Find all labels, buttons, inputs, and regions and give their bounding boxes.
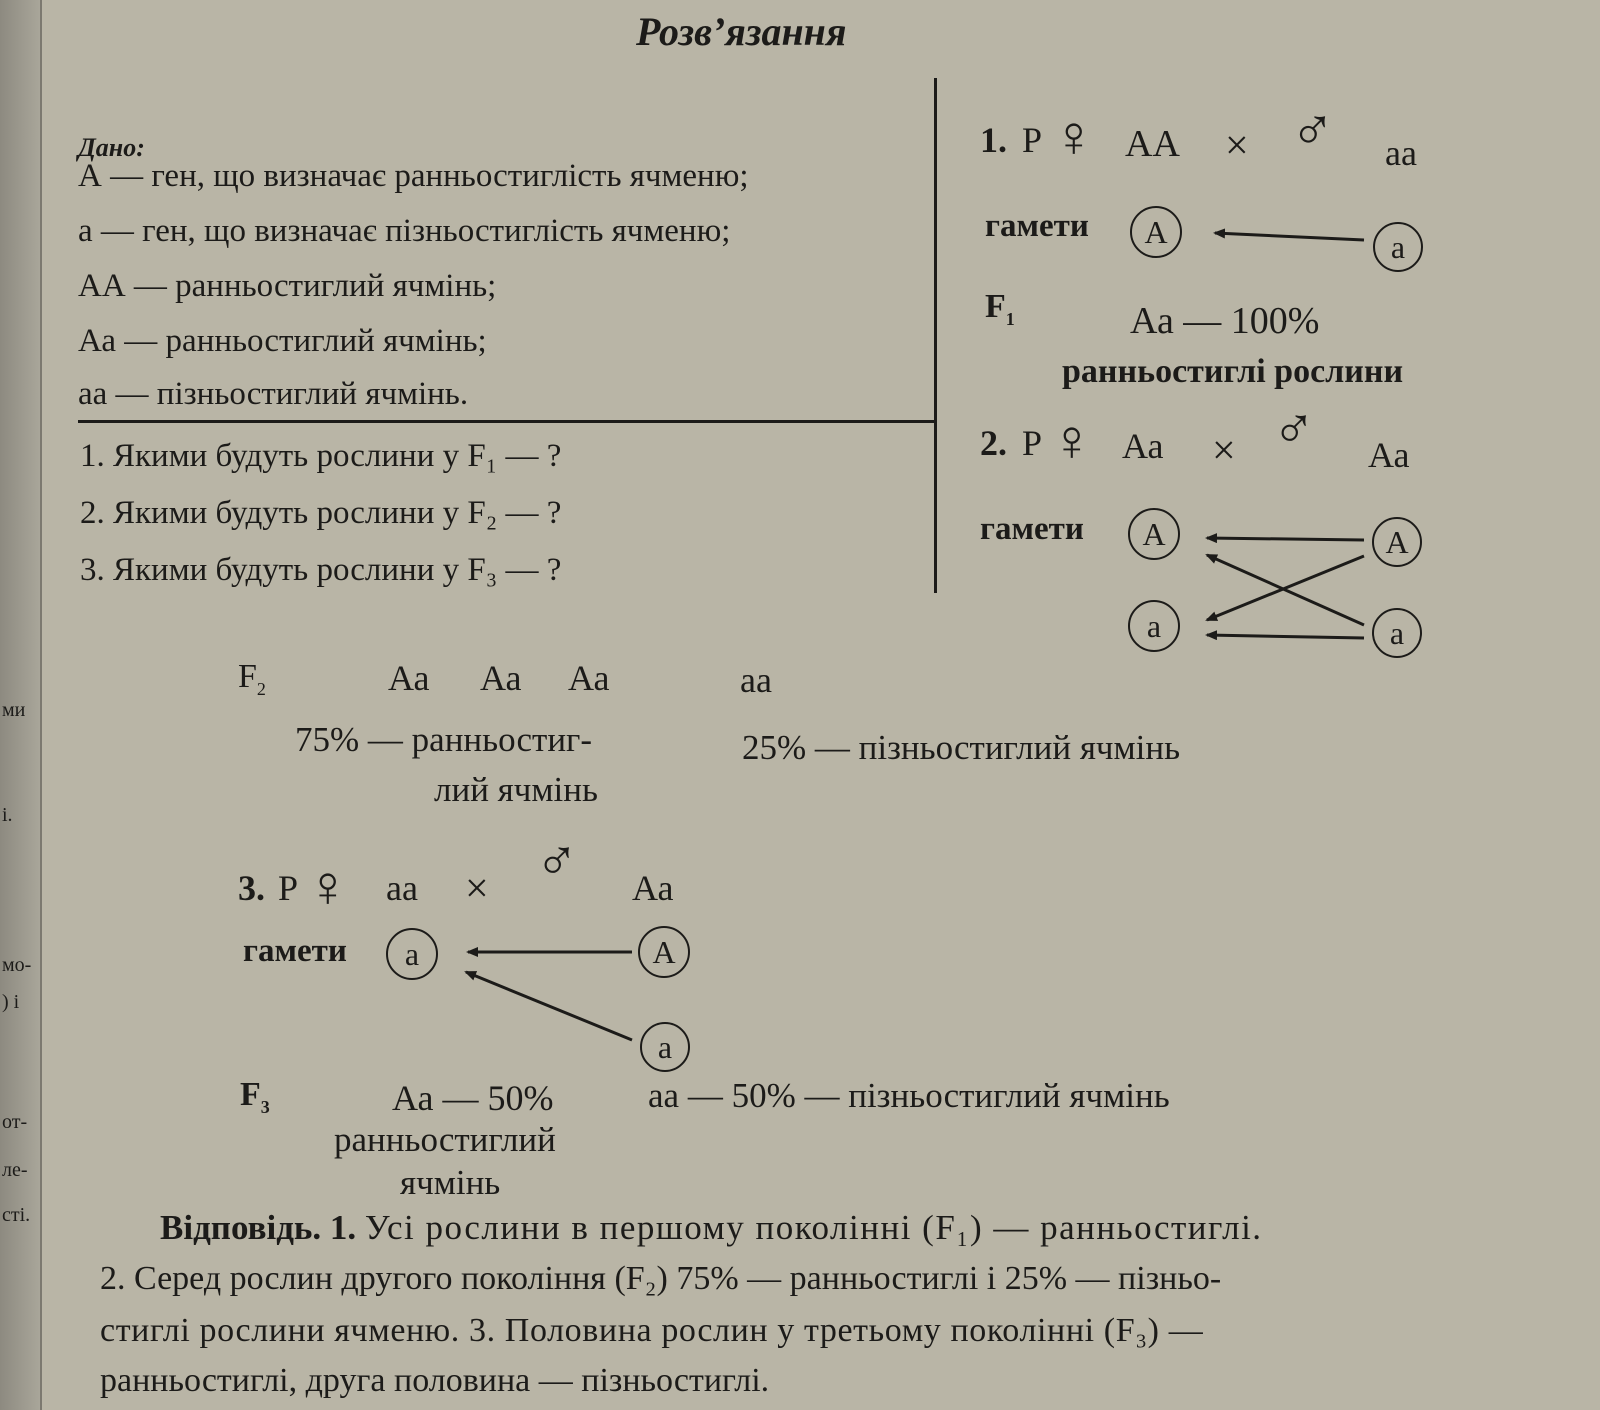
given-heading: Дано: — [78, 133, 145, 162]
answer-line: стиглі рослини ячменю. 3. Половина рослин у третьому поколінні (F₃) — — [100, 1312, 1204, 1349]
male-symbol-icon: ♂ — [1290, 97, 1335, 163]
gamete-circle: А — [638, 926, 690, 978]
margin-text: от- — [2, 1111, 28, 1133]
given-line: аа — пізньостиглий ячмінь. — [78, 376, 469, 412]
margin-text: мо- — [2, 954, 32, 976]
f2-late: 25% — пізньостиглий ячмінь — [742, 728, 1181, 767]
f3-early-desc: ячмінь — [400, 1163, 501, 1202]
female-genotype: аа — [386, 868, 418, 908]
arrow-icon — [466, 972, 632, 1040]
question-line: 3. Якими будуть рослини у F₃ — ? — [80, 552, 562, 588]
cross-sign: × — [465, 866, 489, 912]
male-symbol-icon: ♂ — [1272, 396, 1316, 461]
genotype: Аа — [388, 658, 430, 698]
arrow-icon — [1207, 538, 1364, 540]
gamete-circle: а — [1372, 608, 1422, 658]
gamete-circle: а — [640, 1022, 690, 1072]
female-symbol-icon: ♀ — [1050, 408, 1094, 473]
gametes-label: гамети — [980, 511, 1084, 547]
male-genotype: аа — [1385, 133, 1417, 173]
cross-number: 2. — [980, 423, 1007, 463]
male-genotype: Аа — [1368, 435, 1410, 475]
f3-late: аа — 50% — пізньостиглий ячмінь — [648, 1076, 1170, 1115]
generation-label: $F_3$ — [240, 1076, 270, 1117]
cross-sign: × — [1225, 123, 1249, 169]
gamete-circle: а — [1128, 600, 1180, 652]
question-line: 1. Якими будуть рослини у F₁ — ? — [80, 438, 562, 474]
f1-description: ранньостиглі рослини — [1062, 353, 1404, 390]
given-line: А — ген, що визначає ранньостиглість ячменю; — [78, 158, 749, 194]
margin-text: ле- — [2, 1159, 28, 1181]
gamete-circle: а — [1373, 222, 1423, 272]
answer-line: ранньостиглі, друга половина — пізньостиглі. — [100, 1362, 770, 1399]
f3-early: Аа — 50% — [392, 1078, 554, 1118]
gametes-label: гамети — [243, 933, 347, 969]
genotype: аа — [740, 660, 772, 700]
question-line: 2. Якими будуть рослини у F₂ — ? — [80, 495, 562, 531]
arrow-icon — [1215, 233, 1364, 240]
answer-text: Усі рослини в першому поколінні (F₁) — ранньостиглі. — [364, 1208, 1263, 1247]
f1-result: Аа — 100% — [1130, 300, 1320, 342]
gametes-label: гамети — [985, 208, 1089, 244]
female-genotype: Аа — [1122, 426, 1164, 466]
f2-early: лий ячмінь — [434, 770, 598, 809]
f2-early: 75% — ранньостиг- — [295, 720, 593, 759]
answer-lead: Відповідь. 1. — [160, 1208, 357, 1247]
answer-line: 2. Серед рослин другого покоління (F₂) 75% — ранньостиглі і 25% — пізньо- — [100, 1260, 1222, 1297]
given-line: АА — ранньостиглий ячмінь; — [78, 268, 497, 304]
parents-label: Р — [1022, 423, 1043, 463]
gamete-circle: А — [1372, 517, 1422, 567]
parents-label: Р — [1022, 120, 1043, 160]
answer-line — [160, 1210, 1263, 1245]
cross-sign: × — [1212, 428, 1236, 474]
male-symbol-icon: ♂ — [535, 828, 579, 893]
cross-number: 1. — [980, 120, 1007, 160]
gamete-circle: А — [1128, 508, 1180, 560]
page-title: Розв’язання — [636, 9, 847, 54]
margin-text: сті. — [2, 1204, 31, 1226]
margin-text: ми — [2, 699, 26, 721]
given-line: а — ген, що визначає пізньостиглість ячменю; — [78, 213, 731, 249]
female-symbol-icon: ♀ — [1052, 104, 1096, 169]
female-symbol-icon: ♀ — [306, 854, 350, 919]
generation-label: $F_1$ — [985, 288, 1015, 329]
genotype: Аа — [480, 658, 522, 698]
cross-number: 3. — [238, 868, 265, 908]
gamete-circle: а — [386, 928, 438, 980]
arrow-icon — [1207, 635, 1364, 638]
female-genotype: АА — [1125, 123, 1180, 165]
genotype: Аа — [568, 658, 610, 698]
parents-label: Р — [278, 868, 299, 908]
given-line: Аа — ранньостиглий ячмінь; — [78, 323, 487, 359]
margin-text: і. — [2, 804, 13, 826]
generation-label: $F_2$ — [238, 658, 266, 699]
f3-early-desc: ранньостиглий — [334, 1120, 556, 1159]
margin-text: ) і — [2, 991, 20, 1013]
male-genotype: Аа — [632, 868, 674, 908]
gamete-circle: А — [1130, 206, 1182, 258]
